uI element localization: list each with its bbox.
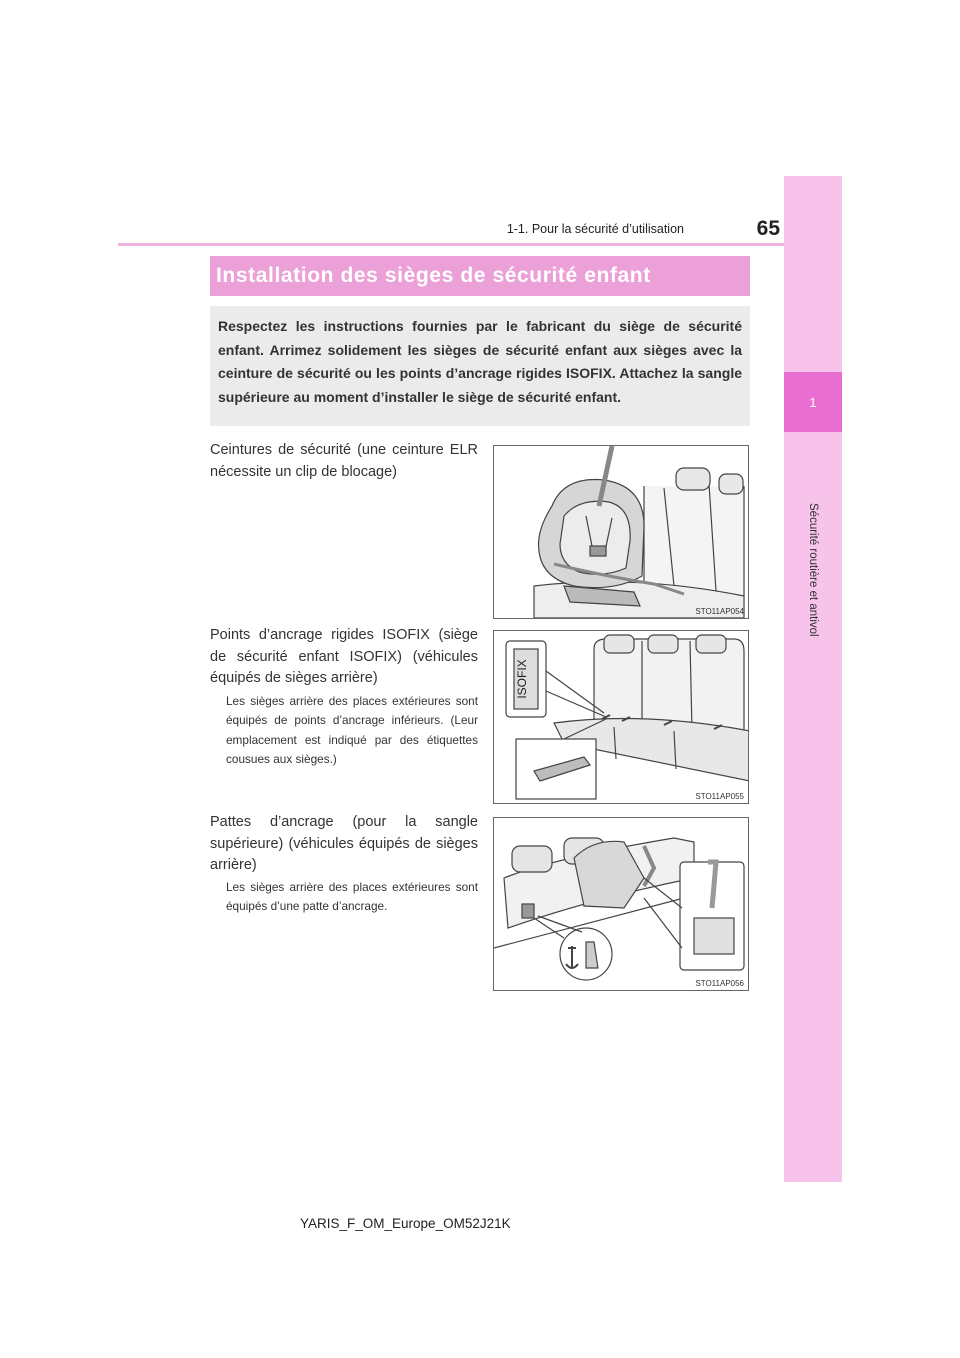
item-3-text: Pattes d’ancrage (pour la sangle supérieure) (véhicules équipés de sièges arrière): [210, 814, 478, 873]
item-3-note: Les sièges arrière des places extérieures sont équipés d’une patte d’ancrage.: [226, 880, 478, 914]
item-1-text: Ceintures de sécurité (une ceinture ELR nécessite un clip de blocage): [210, 442, 478, 480]
child-seat-illustration: [494, 446, 749, 619]
header-rule: [118, 243, 784, 246]
page-number: 65: [756, 217, 780, 240]
figure-isofix-anchors: [493, 630, 749, 804]
item-2-text: Points d’ancrage rigides ISOFIX (siège de sécurité enfant ISOFIX) (véhicules équipés de sièges arrière): [210, 627, 478, 686]
figure-code: STO11AP054: [695, 607, 744, 616]
figure-code: STO11AP056: [695, 979, 744, 988]
section-title: 1-1. Pour la sécurité d’utilisation: [506, 222, 684, 236]
figure-top-tether-anchors: [493, 817, 749, 991]
figure-code: STO11AP055: [695, 792, 744, 801]
title-banner: [210, 256, 750, 296]
footer-doc-code: YARIS_F_OM_Europe_OM52J21K: [300, 1216, 511, 1231]
chapter-label-container: [784, 440, 842, 700]
figure-seatbelt-child-seat: [493, 445, 749, 619]
chapter-label: Sécurité routière et antivol: [807, 503, 819, 637]
isofix-label: ISOFIX: [515, 659, 529, 699]
isofix-illustration: [494, 631, 749, 804]
tether-illustration: [494, 818, 749, 991]
chapter-number: 1: [809, 394, 817, 410]
intro-text: Respectez les instructions fournies par le fabricant du siège de sécurité enfant. Arrimez solidement les sièges de sécurité enfant aux sièges avec la ceinture de sécurité ou les points d’ancrage rigides ISOFIX. Attachez la sangle supérieure au moment d’installer le siège de sécurité enfant.: [218, 318, 742, 405]
item-2-note: Les sièges arrière des places extérieures sont équipés de points d’ancrage inférieurs. (Leur emplacement est indiqué par des étiquettes cousues aux sièges.): [226, 694, 478, 766]
page-title: Installation des sièges de sécurité enfant: [216, 264, 651, 287]
intro-box: [210, 306, 750, 426]
